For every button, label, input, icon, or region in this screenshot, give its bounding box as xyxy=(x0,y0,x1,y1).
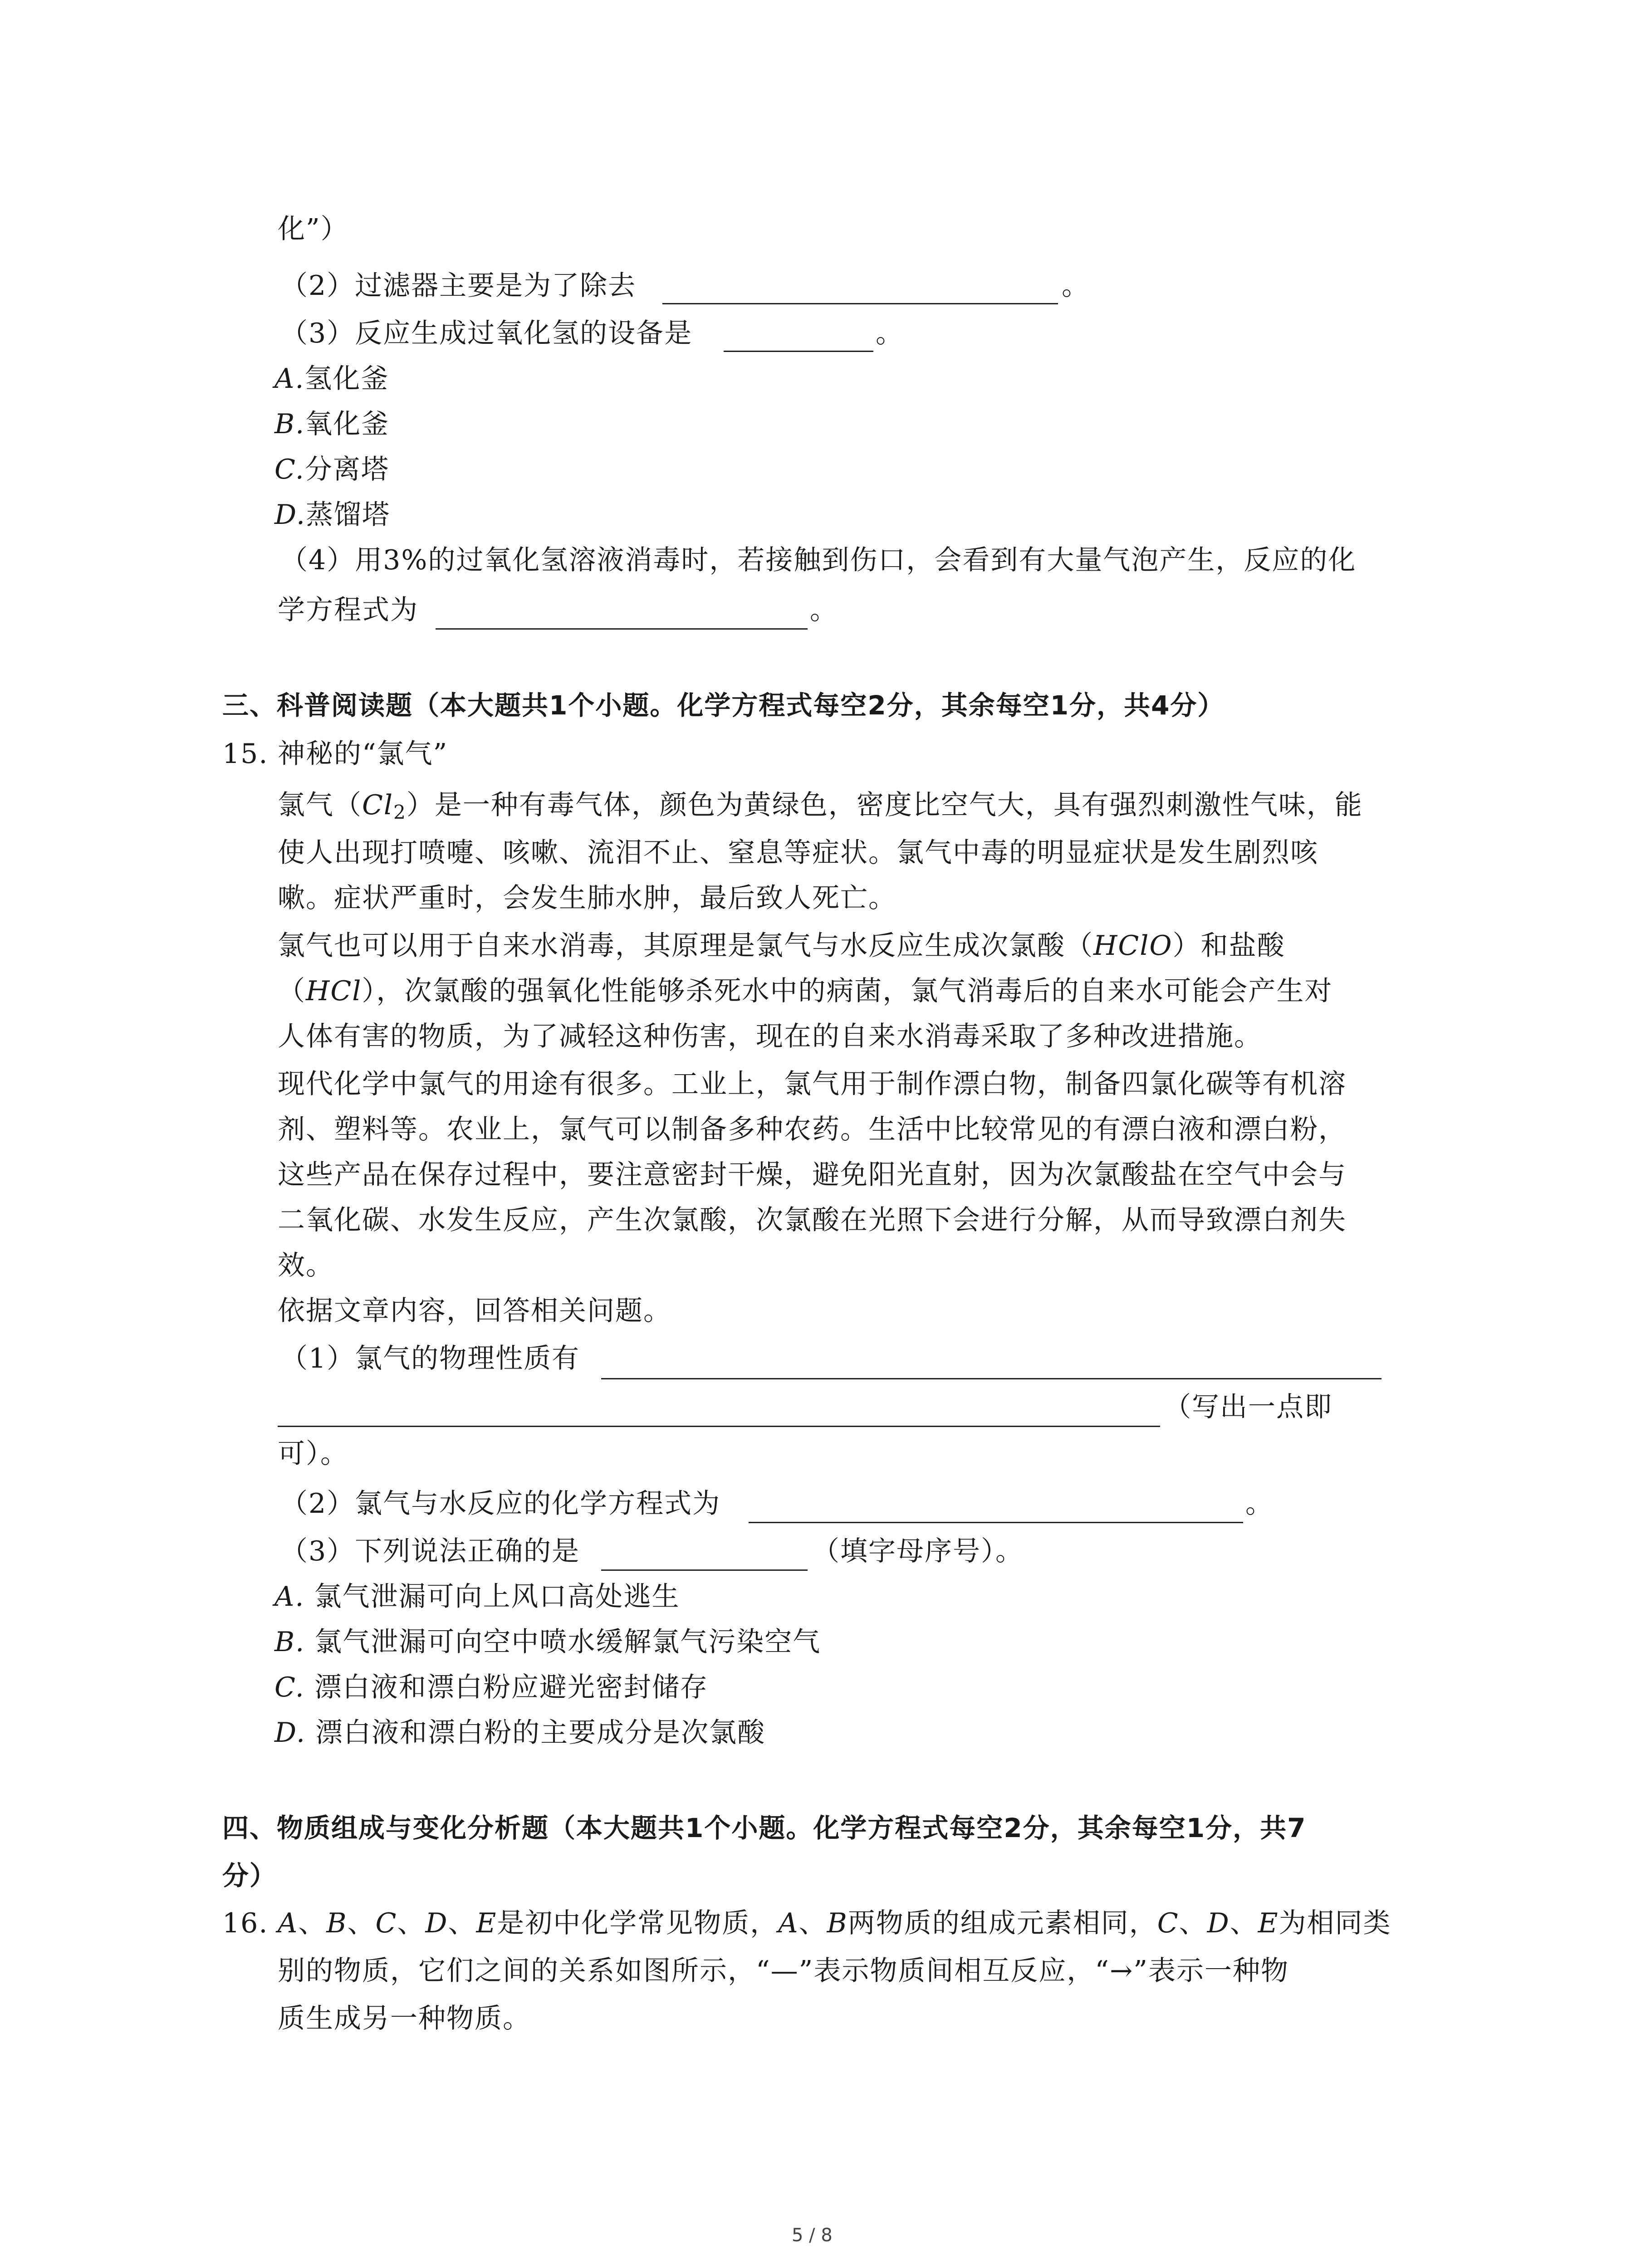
q15-p3-line3: 这些产品在保存过程中，要注意密封干燥，避免阳光直射，因为次氯酸盐在空气中会与 xyxy=(278,1159,1347,1191)
q15-p3-line2: 剂、塑料等。农业上，氯气可以制备多种农药。生活中比较常见的有漂白液和漂白粉， xyxy=(278,1114,1347,1145)
q15-p3-line1: 现代化学中氯气的用途有很多。工业上，氯气用于制作漂白物，制备四氯化碳等有机溶 xyxy=(278,1068,1347,1100)
q14-sub2-prompt: （2）过滤器主要是为了除去 xyxy=(280,270,637,302)
q15-p2-line1: 氯气也可以用于自来水消毒，其原理是氯气与水反应生成次氯酸（HClO）和盐酸 xyxy=(278,930,1285,962)
q15-sub1-answer-blank-1[interactable] xyxy=(601,1378,1381,1379)
page-number: 5 / 8 xyxy=(792,2225,833,2246)
q15-sub1-answer-blank-2[interactable] xyxy=(278,1426,1160,1427)
q14-sub3-answer-blank[interactable] xyxy=(724,351,873,352)
q15-sub2-answer-blank[interactable] xyxy=(749,1522,1243,1523)
q15-p3-line5: 效。 xyxy=(278,1250,334,1281)
q16-line3: 质生成另一种物质。 xyxy=(278,2003,531,2034)
q14-option-b: B.氧化釜 xyxy=(274,408,390,440)
q14-sub4-prompt: 学方程式为 xyxy=(278,594,418,626)
q15-p3-line4: 二氧化碳、水发生反应，产生次氯酸，次氯酸在光照下会进行分解，从而导致漂白剂失 xyxy=(278,1204,1347,1236)
q14-sub2-end: 。 xyxy=(1062,270,1090,302)
q16-line1: A、B、C、D、E是初中化学常见物质，A、B两物质的组成元素相同，C、D、E为相同类 xyxy=(278,1907,1391,1939)
q14-option-c: C.分离塔 xyxy=(274,454,389,485)
q15-p1-line1: 氯气$(Cl_2)$是一种有毒气体，颜色为黄绿色，密度比空气大，具有强烈刺激性气味，能 xyxy=(278,789,1363,823)
q15-instruction: 依据文章内容，回答相关问题。 xyxy=(278,1295,671,1327)
q14-sub3-end: 。 xyxy=(876,318,904,349)
q14-option-a: A.氢化釜 xyxy=(274,363,389,395)
q15-option-b: B. 氯气泄漏可向空中喷水缓解氯气污染空气 xyxy=(274,1626,821,1658)
q15-sub1-hint: （写出一点即 xyxy=(1164,1391,1332,1423)
q14-sub4-answer-blank[interactable] xyxy=(436,628,808,630)
q15-sub2-end: 。 xyxy=(1245,1488,1274,1520)
q15-option-a: A. 氯气泄漏可向上风口高处逃生 xyxy=(274,1581,680,1613)
q15-p2-line2: （HCl），次氯酸的强氧化性能够杀死水中的病菌，氯气消毒后的自来水可能会产生对 xyxy=(278,975,1333,1007)
q15-sub3-hint: （填字母序号）。 xyxy=(812,1535,1024,1567)
section3-heading: 三、科普阅读题（本大题共1个小题。化学方程式每空2分，其余每空1分，共4分） xyxy=(222,690,1225,721)
q14-sub3-prompt: （3）反应生成过氧化氢的设备是 xyxy=(280,318,693,349)
q15-number: 15. xyxy=(222,738,269,770)
q14-sub2-answer-blank[interactable] xyxy=(662,303,1058,304)
q15-sub3-answer-blank[interactable] xyxy=(601,1569,808,1571)
q14-option-d: D.蒸馏塔 xyxy=(274,499,391,531)
q15-option-c: C. 漂白液和漂白粉应避光密封储存 xyxy=(274,1672,708,1703)
q15-sub1-end: 可）。 xyxy=(278,1438,348,1470)
q14-sub4-line1: （4）用3%的过氧化氢溶液消毒时，若接触到伤口，会看到有大量气泡产生，反应的化 xyxy=(280,544,1357,576)
q14-sub4-end: 。 xyxy=(810,594,838,626)
q15-p1-line3: 嗽。症状严重时，会发生肺水肿，最后致人死亡。 xyxy=(278,882,896,914)
q16-line2: 别的物质，它们之间的关系如图所示，“—”表示物质间相互反应，“→”表示一种物 xyxy=(278,1955,1289,1987)
section4-heading-line2: 分） xyxy=(222,1860,277,1891)
q15-sub2-prompt: （2）氯气与水反应的化学方程式为 xyxy=(280,1488,721,1520)
section4-heading-line1: 四、物质组成与变化分析题（本大题共1个小题。化学方程式每空2分，其余每空1分，共7 xyxy=(222,1813,1307,1843)
q15-sub3-prompt: （3）下列说法正确的是 xyxy=(280,1535,580,1567)
q15-p1-line2: 使人出现打喷嚏、咳嗽、流泪不止、窒息等症状。氯气中毒的明显症状是发生剧烈咳 xyxy=(278,837,1318,869)
q16-number: 16. xyxy=(222,1907,269,1939)
q15-title: 神秘的“氯气” xyxy=(278,738,448,770)
q15-option-d: D. 漂白液和漂白粉的主要成分是次氯酸 xyxy=(274,1717,766,1749)
q15-p2-line3: 人体有害的物质，为了减轻这种伤害，现在的自来水消毒采取了多种改进措施。 xyxy=(278,1021,1262,1052)
q14-continuation: 化”） xyxy=(278,213,349,245)
q15-sub1-prompt: （1）氯气的物理性质有 xyxy=(280,1343,580,1374)
